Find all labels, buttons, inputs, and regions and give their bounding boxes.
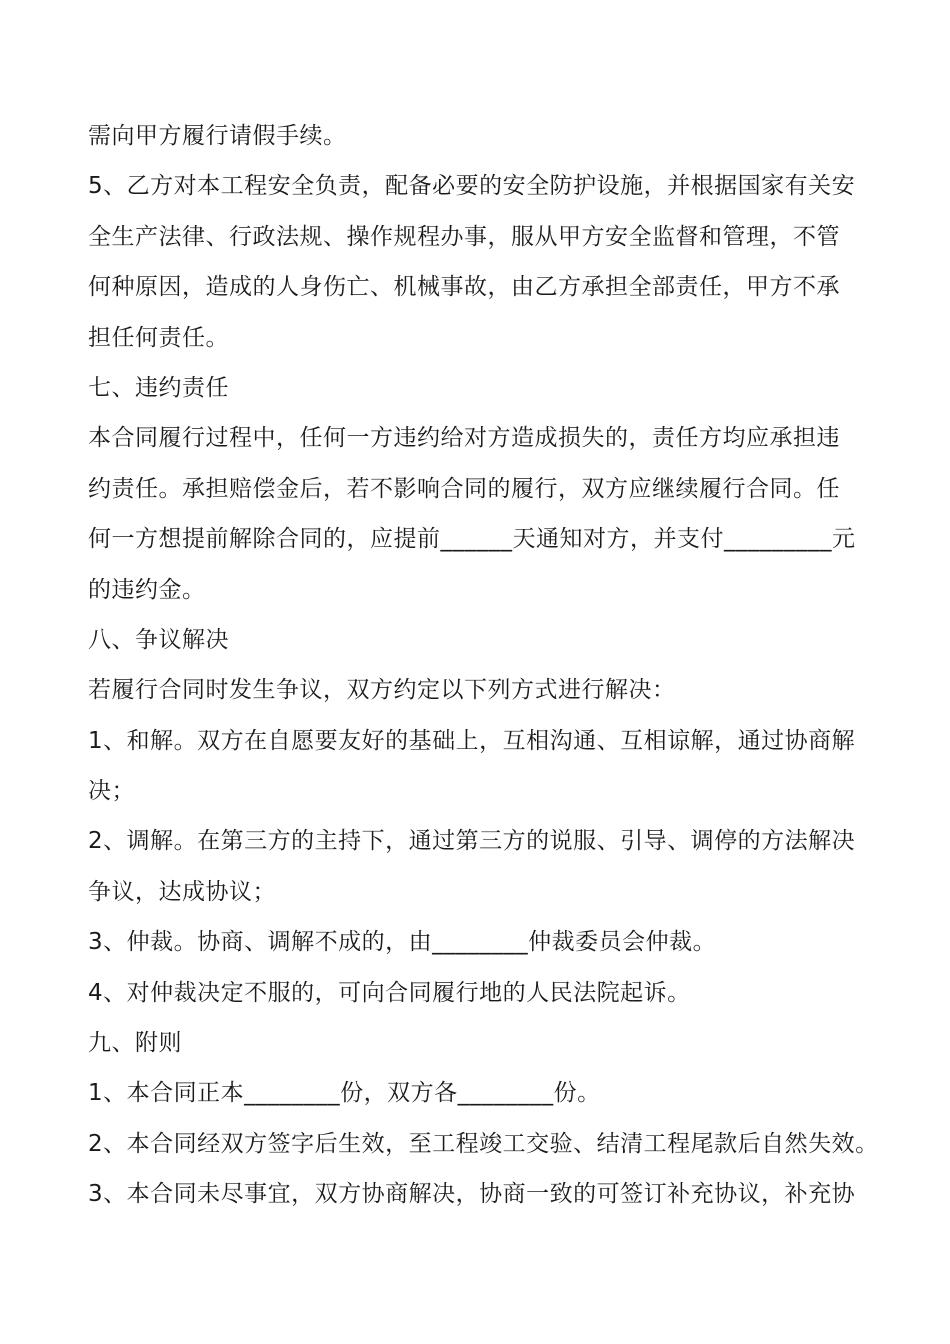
text-line: 约责任。承担赔偿金后，若不影响合同的履行，双方应继续履行合同。任 xyxy=(88,475,840,502)
text-line: 3、仲裁。协商、调解不成的，由________仲裁委员会仲裁。 xyxy=(88,929,717,956)
text-line: 2、本合同经双方签字后生效，至工程竣工交验、结清工程尾款后自然失效。 xyxy=(88,1130,879,1157)
document-body xyxy=(88,111,878,1220)
section-heading: 八、争议解决 xyxy=(88,626,229,653)
text-line: 决； xyxy=(88,778,135,805)
text-line: 2、调解。在第三方的主持下，通过第三方的说服、引导、调停的方法解决 xyxy=(88,828,856,855)
text-line: 5、乙方对本工程安全负责，配备必要的安全防护设施，并根据国家有关安 xyxy=(88,173,856,200)
text-line: 何一方想提前解除合同的，应提前______天通知对方，并支付_________元 xyxy=(88,526,856,553)
text-line: 若履行合同时发生争议，双方约定以下列方式进行解决： xyxy=(88,677,676,704)
text-line: 4、对仲裁决定不服的，可向合同履行地的人民法院起诉。 xyxy=(88,979,691,1006)
section-heading: 七、违约责任 xyxy=(88,374,229,401)
section-heading: 九、附则 xyxy=(88,1030,182,1057)
text-line: 1、和解。双方在自愿要友好的基础上，互相沟通、互相谅解，通过协商解 xyxy=(88,727,856,754)
text-line: 何种原因，造成的人身伤亡、机械事故，由乙方承担全部责任，甲方不承 xyxy=(88,274,840,301)
text-line: 本合同履行过程中，任何一方违约给对方造成损失的，责任方均应承担违 xyxy=(88,425,840,452)
text-line: 全生产法律、行政法规、操作规程办事，服从甲方安全监督和管理，不管 xyxy=(88,223,840,250)
text-line: 需向甲方履行请假手续。 xyxy=(88,123,347,149)
text-line: 担任何责任。 xyxy=(88,324,229,351)
text-line: 1、本合同正本________份，双方各________份。 xyxy=(88,1080,601,1107)
text-line: 的违约金。 xyxy=(88,576,206,603)
text-line: 3、本合同未尽事宜，双方协商解决，协商一致的可签订补充协议，补充协 xyxy=(88,1181,856,1208)
text-line: 争议，达成协议； xyxy=(88,878,276,905)
